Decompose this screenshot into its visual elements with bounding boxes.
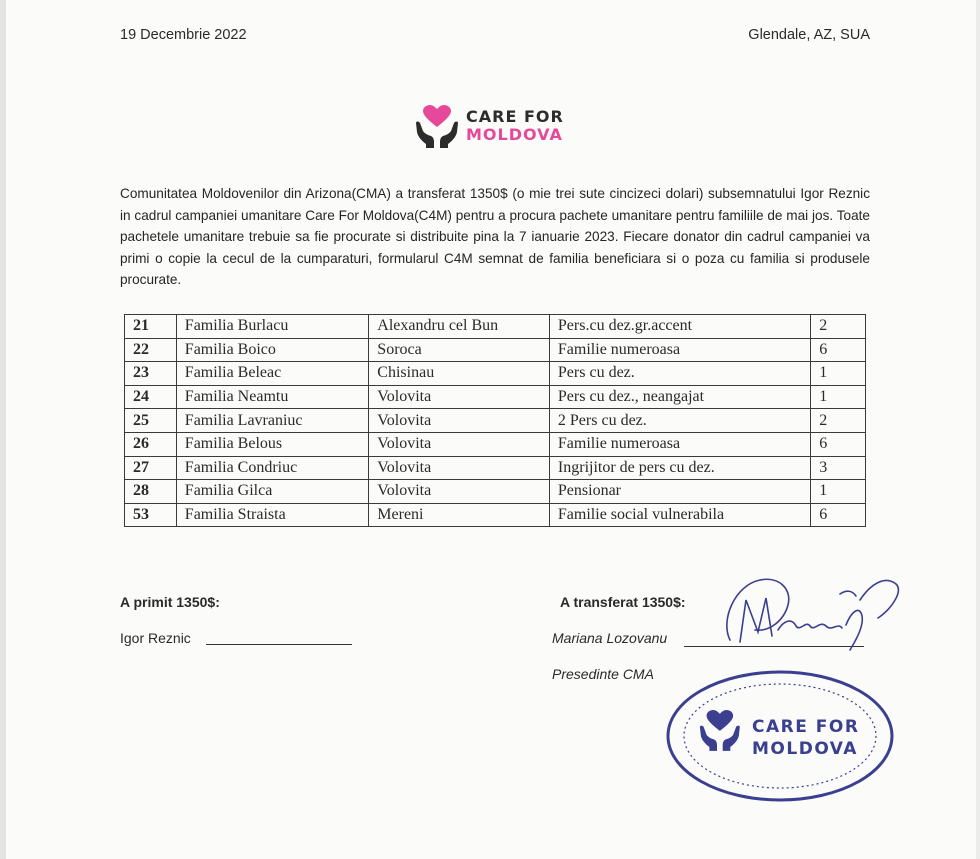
family-location: Alexandru cel Bun [369,315,550,339]
family-category: Pers.cu dez.gr.accent [549,315,810,339]
table-row [125,409,866,433]
family-location: Volovita [369,432,550,456]
table-row [125,480,866,504]
family-name: Familia Straista [176,503,369,527]
table-row [125,385,866,409]
table-row [125,503,866,527]
family-member-count: 6 [811,432,866,456]
family-category: 2 Pers cu dez. [549,409,810,433]
row-number: 23 [125,362,177,386]
receiver-name: Igor Reznic [120,630,191,646]
family-name: Familia Neamtu [176,385,369,409]
family-location: Volovita [369,480,550,504]
family-location: Volovita [369,456,550,480]
row-number: 53 [125,503,177,527]
logo-text-moldova: MOLDOVA [466,125,563,144]
document-location: Glendale, AZ, SUA [748,27,870,43]
family-location: Volovita [369,409,550,433]
family-member-count: 6 [811,503,866,527]
family-category: Pers cu dez., neangajat [549,385,810,409]
family-name: Familia Belous [176,432,369,456]
family-name: Familia Beleac [176,362,369,386]
receiver-signature-line [206,644,352,645]
stamp-text-care-for: CARE FOR [752,717,860,737]
families-table [124,314,866,527]
care-for-moldova-stamp [664,668,896,804]
document-date: 19 Decembrie 2022 [120,27,247,43]
page-edge-right [976,0,980,859]
table-row [125,315,866,339]
family-category: Familie numeroasa [549,338,810,362]
row-number: 26 [125,432,177,456]
family-location: Volovita [369,385,550,409]
handwritten-signature [700,570,910,660]
row-number: 28 [125,480,177,504]
family-location: Soroca [369,338,550,362]
row-number: 21 [125,315,177,339]
family-name: Familia Condriuc [176,456,369,480]
sender-heading: A transferat 1350$: [560,594,686,610]
family-category: Pers cu dez. [549,362,810,386]
family-name: Familia Boico [176,338,369,362]
family-name: Familia Lavraniuc [176,409,369,433]
family-name: Familia Burlacu [176,315,369,339]
intro-paragraph: Comunitatea Moldovenilor din Arizona(CMA) a transferat 1350$ (o mie trei sute cincizeci dolari) subsemnatului Igor Reznic in cadrul campaniei umanitare Care For Moldova(C4M) pentru a procura pachete umanitare pentru familiile de mai jos. Toate pachetele umanitare trebuie sa fie procurate si distribuite pina la 7 ianuarie 2023. Fiecare donator din cadrul campaniei va primi o copie la cecul de la cumparaturi, formularul C4M semnat de familia beneficiara si o poza cu familia si produsele procurate. [120,186,870,287]
family-category: Pensionar [549,480,810,504]
family-category: Familie numeroasa [549,432,810,456]
family-member-count: 3 [811,456,866,480]
family-location: Chisinau [369,362,550,386]
stamp-heart-hands-icon [700,710,740,751]
family-member-count: 1 [811,362,866,386]
table-row [125,362,866,386]
care-for-moldova-logo [414,105,584,151]
family-member-count: 1 [811,480,866,504]
row-number: 25 [125,409,177,433]
receiver-heading: A primit 1350$: [120,594,220,610]
row-number: 27 [125,456,177,480]
family-member-count: 2 [811,315,866,339]
table-row [125,456,866,480]
table-row [125,432,866,456]
family-location: Mereni [369,503,550,527]
family-member-count: 6 [811,338,866,362]
logo-text-care-for: CARE FOR [466,107,564,126]
family-category: Ingrijitor de pers cu dez. [549,456,810,480]
family-member-count: 2 [811,409,866,433]
page-edge-left [0,0,6,859]
stamp-text-moldova: MOLDOVA [752,739,858,759]
sender-name: Mariana Lozovanu [552,630,668,646]
heart-hands-icon [414,105,460,149]
family-member-count: 1 [811,385,866,409]
row-number: 22 [125,338,177,362]
row-number: 24 [125,385,177,409]
family-name: Familia Gilca [176,480,369,504]
table-row [125,338,866,362]
family-category: Familie social vulnerabila [549,503,810,527]
sender-title: Presedinte CMA [552,666,654,682]
